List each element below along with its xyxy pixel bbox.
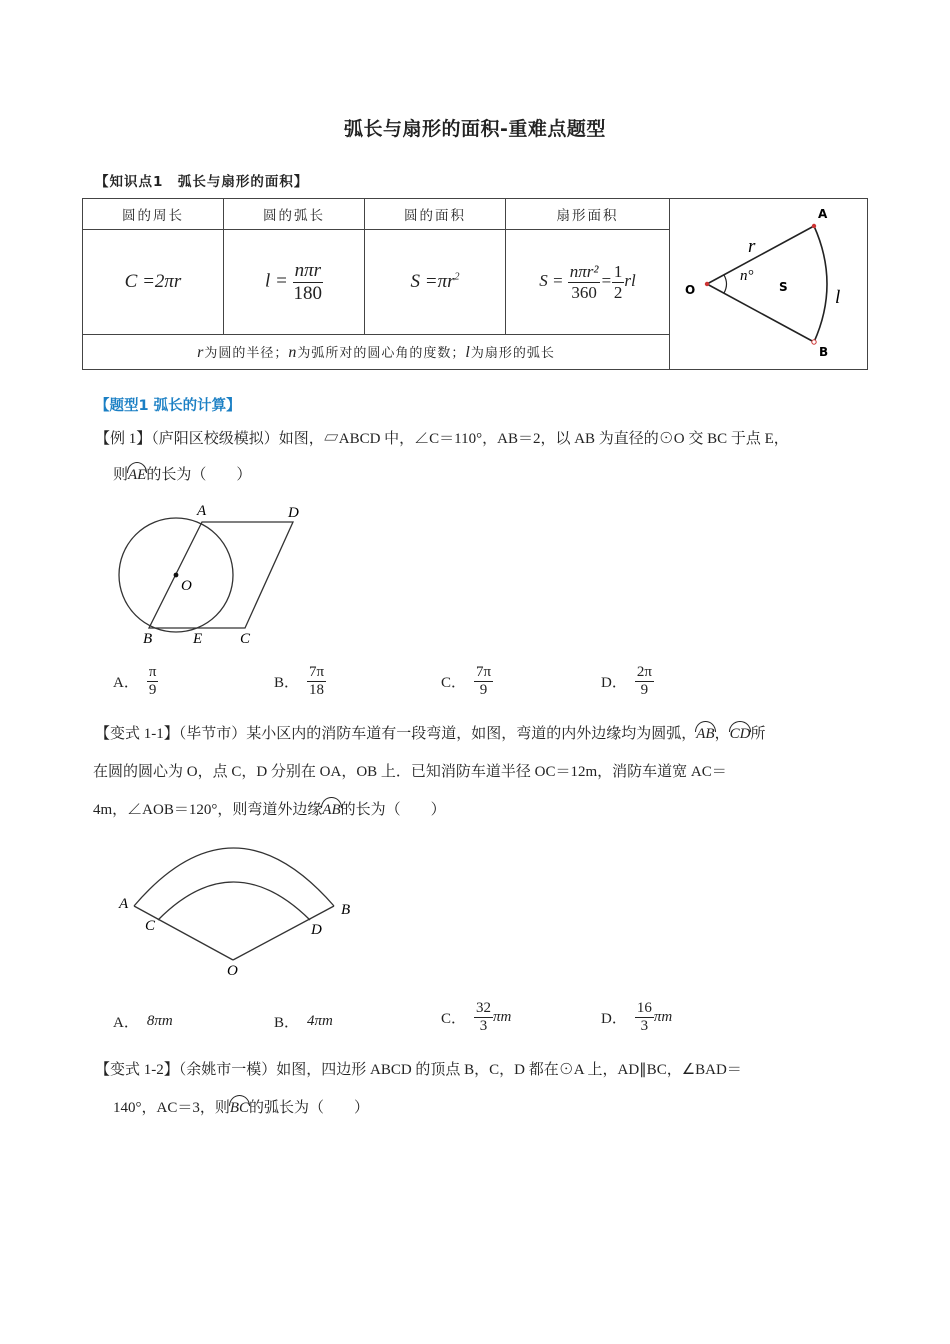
ex3-line2: 140°，AC＝3，则BC的弧长为（ ） xyxy=(113,1100,370,1116)
point-A xyxy=(812,224,816,228)
fig1-label-E: E xyxy=(193,631,203,647)
fig1-label-B: B xyxy=(143,631,153,647)
formula-arc-length: l = nπr 180 xyxy=(224,230,365,335)
ex2-line3: 4m，∠AOB＝120°，则弯道外边缘AB的长为（ ） xyxy=(93,802,446,818)
label-O: O xyxy=(685,283,696,297)
ex1-option-d[interactable]: D． 2π 9 xyxy=(601,664,652,699)
angle-mark xyxy=(724,275,727,293)
ex2-option-d[interactable]: D． 16 3 πm xyxy=(601,1000,673,1035)
ex1-option-c[interactable]: C． 7π 9 xyxy=(441,664,492,699)
fig1-label-O: O xyxy=(181,578,192,594)
header-arc-length: 圆的弧长 xyxy=(224,199,365,230)
inner-arc-CD xyxy=(158,882,310,920)
ex2-option-b[interactable]: B． 4πm xyxy=(274,1013,333,1031)
label-A: A xyxy=(818,207,828,221)
ex1-option-b[interactable]: B． 7π 18 xyxy=(274,664,325,699)
radius-OB xyxy=(707,284,814,342)
fig2-label-C: C xyxy=(145,918,156,934)
fig2-label-D: D xyxy=(311,922,322,938)
label-n: n° xyxy=(740,268,754,284)
header-circumference: 圆的周长 xyxy=(83,199,224,230)
fig1-label-A: A xyxy=(197,503,207,519)
ex2-option-c[interactable]: C． 32 3 πm xyxy=(441,1000,512,1035)
ex2-line1: 【变式 1-1】（毕节市）某小区内的消防车道有一段弯道，如图，弯道的内外边缘均为圆弧，AB，CD所 xyxy=(95,726,766,742)
ex1-figure xyxy=(105,500,315,650)
section-heading: 【题型1 弧长的计算】 xyxy=(95,398,241,414)
ex1-line2: 则AE的长为（ ） xyxy=(113,467,252,483)
label-S: S xyxy=(779,280,788,294)
label-l: l xyxy=(835,287,841,308)
fig2-label-B: B xyxy=(341,902,351,918)
ex2-option-a[interactable]: A． 8πm xyxy=(113,1013,173,1031)
ex2-line2: 在圆的圆心为 O，点 C，D 分别在 OA，OB 上．已知消防车道半径 OC＝12m，消防车道宽 AC＝ xyxy=(93,764,727,780)
knowledge-table xyxy=(82,198,868,370)
formula-sector-area: S = nπr² 360 = $\frac{1}{2}$ rl xyxy=(506,230,670,335)
sector-figure-cell xyxy=(670,199,868,370)
header-circle-area: 圆的面积 xyxy=(365,199,506,230)
sector-arc xyxy=(814,226,827,342)
point-B xyxy=(812,340,816,344)
center-O xyxy=(174,573,179,578)
fig2-label-A: A xyxy=(119,896,129,912)
fig1-label-D: D xyxy=(288,505,299,521)
header-sector-area: 扇形面积 xyxy=(506,199,670,230)
ex3-line1: 【变式 1-2】（余姚市一模）如图，四边形 ABCD 的顶点 B，C，D 都在⊙A 上，AD∥BC，∠BAD＝ xyxy=(95,1062,742,1078)
sector-figure xyxy=(670,200,867,368)
parallelogram-ABCD xyxy=(149,522,293,628)
knowledge-note: r为圆的半径；n为弧所对的圆心角的度数；l为扇形的弧长 xyxy=(83,335,670,370)
ex2-figure xyxy=(112,830,362,980)
ex1-line1: 【例 1】（庐阳区校级模拟）如图，▱ABCD 中，∠C＝110°，AB＝2，以 AB 为直径的⊙O 交 BC 于点 E， xyxy=(95,431,789,447)
radius-OA xyxy=(707,226,814,284)
formula-circumference: C =2πr xyxy=(83,230,224,335)
ex1-option-a[interactable]: A． π 9 xyxy=(113,664,157,699)
point-O xyxy=(705,282,709,286)
label-r: r xyxy=(748,236,756,257)
fig2-label-O: O xyxy=(227,963,238,979)
formula-circle-area: $S =\pi r^2$ xyxy=(365,230,506,335)
label-B: B xyxy=(819,345,829,359)
knowledge-heading: 【知识点1 弧长与扇形的面积】 xyxy=(95,174,309,190)
fig1-label-C: C xyxy=(240,631,251,647)
outer-arc-AB xyxy=(134,848,334,906)
page-title: 弧长与扇形的面积-重难点题型 xyxy=(344,118,606,140)
